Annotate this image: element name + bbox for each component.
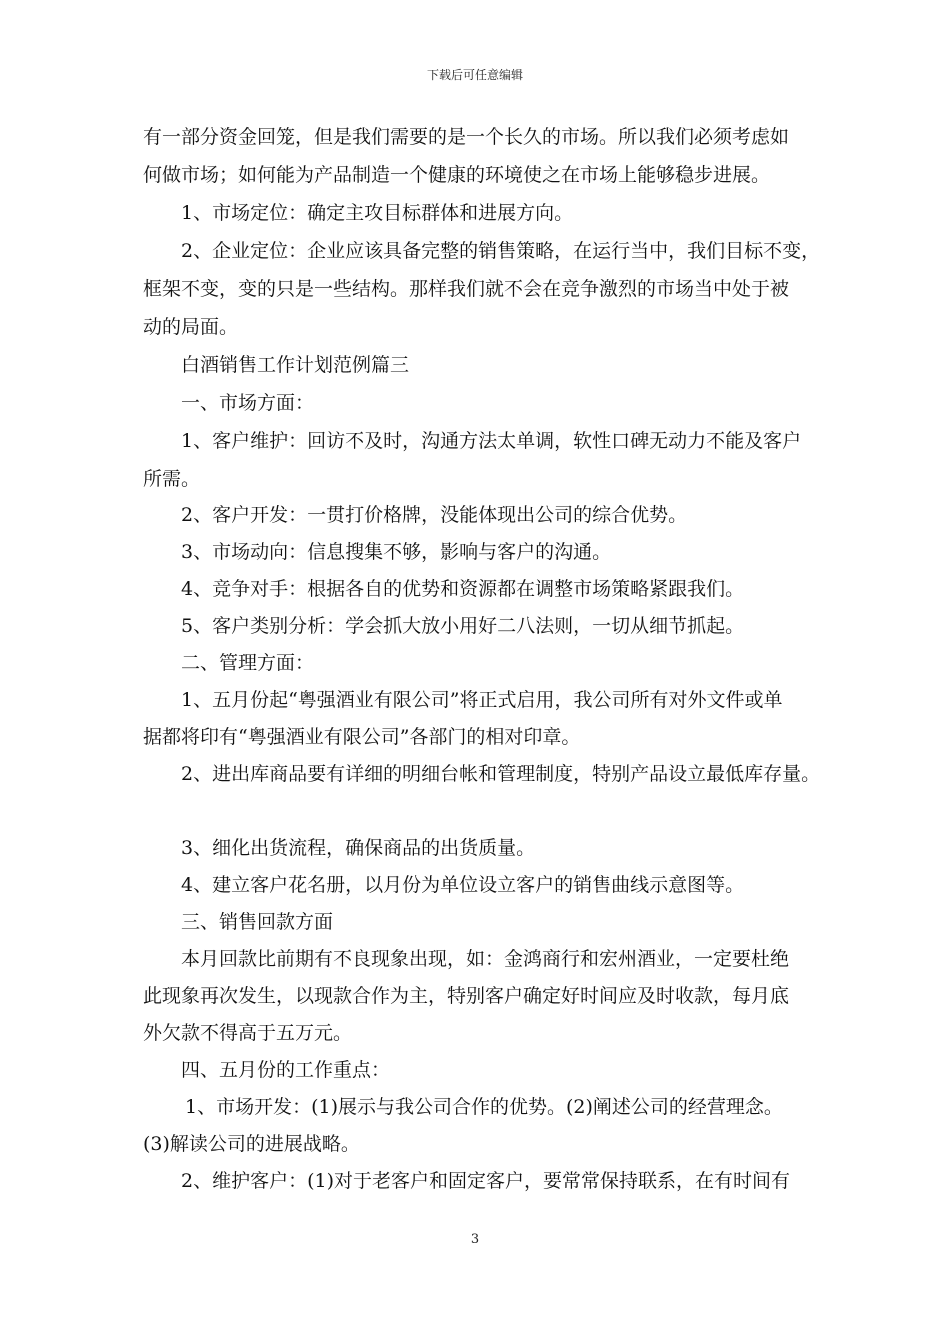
text-line: 1、五月份起“粤强酒业有限公司”将正式启用，我公司所有对外文件或单 — [181, 689, 783, 711]
text-line: 5、客户类别分析：学会抓大放小用好二八法则，一切从细节抓起。 — [181, 615, 745, 637]
text-line: 所需。 — [143, 468, 201, 490]
text-line: 2、企业定位：企业应该具备完整的销售策略，在运行当中，我们目标不变， — [181, 240, 821, 262]
page-number: 3 — [470, 1232, 480, 1247]
text-line: 1、市场定位：确定主攻目标群体和进展方向。 — [181, 202, 574, 224]
text-line: 动的局面。 — [143, 316, 239, 338]
text-line: 外欠款不得高于五万元。 — [143, 1022, 353, 1044]
text-line: 框架不变，变的只是一些结构。那样我们就不会在竞争激烈的市场当中处于被 — [143, 278, 790, 300]
section-title: 白酒销售工作计划范例篇三 — [181, 354, 410, 376]
text-line: 2、维护客户：(1)对于老客户和固定客户，要常常保持联系，在有时间有 — [181, 1170, 791, 1192]
text-line: 4、竞争对手：根据各自的优势和资源都在调整市场策略紧跟我们。 — [181, 578, 745, 600]
page-header: 下载后可任意编辑 — [426, 68, 523, 82]
text-line: 1、市场开发：(1)展示与我公司合作的优势。(2)阐述公司的经营理念。 — [185, 1096, 783, 1118]
text-line: 2、进出库商品要有详细的明细台帐和管理制度，特别产品设立最低库存量。 — [181, 763, 821, 785]
text-line: (3)解读公司的进展战略。 — [143, 1133, 360, 1155]
text-line: 何做市场；如何能为产品制造一个健康的环境使之在市场上能够稳步进展。 — [143, 164, 771, 186]
text-line: 3、市场动向：信息搜集不够，影响与客户的沟通。 — [181, 541, 612, 563]
section-heading: 一、市场方面： — [181, 392, 315, 414]
text-line: 3、细化出货流程，确保商品的出货质量。 — [181, 837, 536, 859]
section-heading: 三、销售回款方面 — [181, 911, 334, 933]
text-line: 2、客户开发：一贯打价格牌，没能体现出公司的综合优势。 — [181, 504, 688, 526]
text-line: 据都将印有“粤强酒业有限公司”各部门的相对印章。 — [143, 726, 581, 748]
text-line: 此现象再次发生，以现款合作为主，特别客户确定好时间应及时收款，每月底 — [143, 985, 790, 1007]
section-heading: 二、管理方面： — [181, 652, 315, 674]
section-heading: 四、五月份的工作重点： — [181, 1059, 391, 1081]
text-line: 4、建立客户花名册，以月份为单位设立客户的销售曲线示意图等。 — [181, 874, 745, 896]
text-line: 有一部分资金回笼，但是我们需要的是一个长久的市场。所以我们必须考虑如 — [143, 126, 790, 148]
text-line: 本月回款比前期有不良现象出现，如：金鸿商行和宏州酒业，一定要杜绝 — [181, 948, 790, 970]
text-line: 1、客户维护：回访不及时，沟通方法太单调，软性口碑无动力不能及客户 — [181, 430, 802, 452]
